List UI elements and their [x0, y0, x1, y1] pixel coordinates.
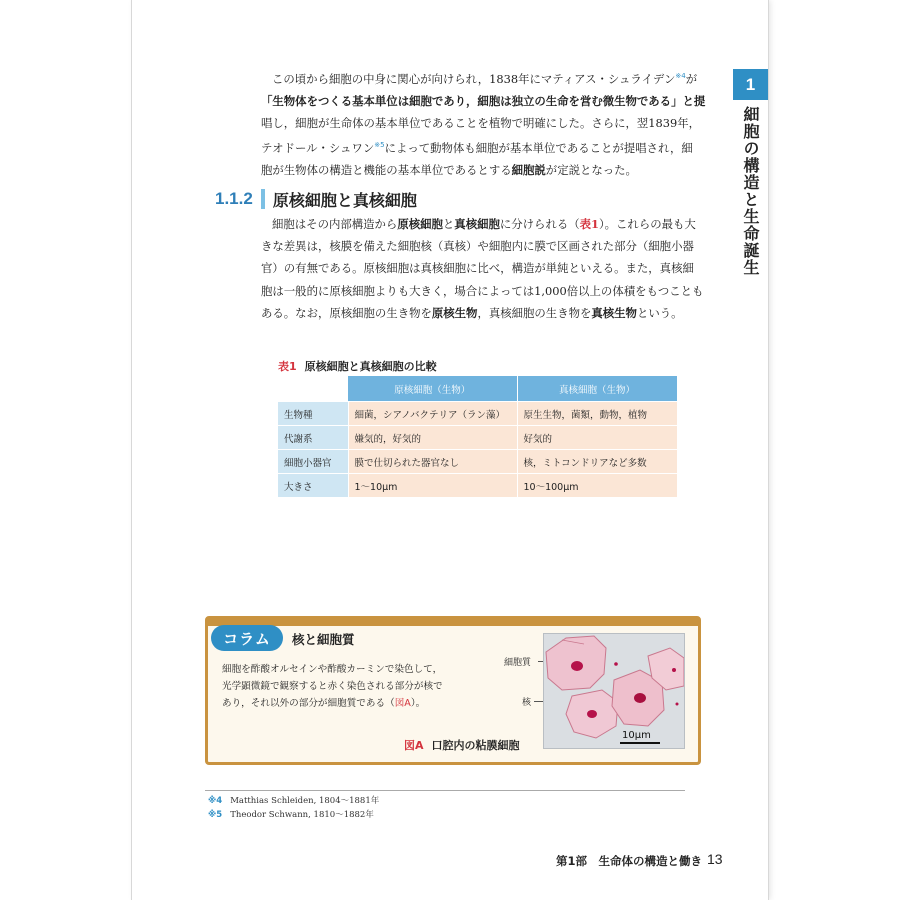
row-label: 大きさ	[278, 474, 348, 498]
cell-prokaryote: 細菌，シアノバクテリア（ラン藻）	[348, 402, 517, 426]
cell-prokaryote: 1～10μm	[348, 474, 517, 498]
scale-label: 10μm	[622, 730, 651, 741]
sec-l5-a: ある。なお，原核細胞の生き物を	[261, 305, 432, 320]
column-top-band	[208, 619, 698, 626]
label-cytoplasm: 細胞質	[504, 658, 532, 668]
column-line-3-tail: ）。	[410, 698, 426, 709]
cell-prokaryote: 膜で仕切られた器官なし	[348, 450, 517, 474]
cell-eukaryote: 原生生物，菌類，動物，植物	[517, 402, 677, 426]
running-footer: 第1部 生命体の構造と働き	[556, 854, 703, 868]
table-caption	[278, 358, 437, 374]
footnote-text: Theodor Schwann, 1810～1882年	[230, 810, 374, 820]
sec-line-3: 官）の有無である。原核細胞は真核細胞に比べ，構造が単純といえる。また，真核細	[261, 261, 694, 276]
row-label: 代謝系	[278, 426, 348, 450]
column-line-2: 光学顕微鏡で観察すると赤く染色される部分が核で	[222, 681, 443, 692]
table-header-row	[278, 376, 677, 402]
intro-paragraph	[261, 65, 706, 182]
column-badge: コラム	[211, 625, 283, 651]
term-eukaryotic-cell: 真核細胞	[454, 217, 500, 231]
sec-line-4: 胞は一般的に原核細胞よりも大きく，場合によっては1,000倍以上の体積をもつことも	[261, 283, 704, 298]
cell-eukaryote: 好気的	[517, 426, 677, 450]
oral-mucosa-cells-illustration	[544, 634, 684, 748]
footnote-5	[208, 808, 374, 820]
chapter-number-tab: 1	[733, 69, 768, 100]
section-paragraph	[261, 213, 704, 324]
table-header-eukaryote: 真核細胞（生物）	[517, 376, 677, 402]
sec-l1-e: に分けられる（	[499, 217, 580, 231]
sec-l5-c: ，真核細胞の生き物を	[477, 305, 592, 320]
term-eukaryote: 真核生物	[591, 305, 637, 320]
cell-eukaryote: 10～100μm	[517, 474, 677, 498]
table-corner	[278, 376, 348, 402]
figure-caption	[404, 737, 520, 753]
cell-eukaryote: 核，ミトコンドリアなど多数	[517, 450, 677, 474]
sec-l1-a: 細胞はその内部構造から	[272, 217, 398, 231]
intro-line-1-tail: が	[685, 71, 698, 86]
note-ref-5: ※5	[374, 141, 385, 150]
intro-line-3: 唱し，細胞が生命体の基本単位であることを植物で明確にした。さらに，翌1839年，	[261, 116, 701, 131]
cell-prokaryote: 嫌気的，好気的	[348, 426, 517, 450]
column-box	[205, 616, 701, 765]
cell-theory-term: 細胞説	[511, 163, 546, 178]
table-row	[278, 474, 677, 498]
sec-l1-c: と	[442, 217, 455, 231]
section-bar-decoration	[261, 189, 265, 209]
label-nucleus: 核	[522, 698, 532, 708]
figure-ref-link[interactable]: 図A	[394, 698, 411, 709]
section-number: 1.1.2	[215, 189, 253, 208]
sec-l1-g: ）。これらの最も大	[598, 217, 696, 231]
footnote-text: Matthias Schleiden, 1804～1881年	[230, 796, 380, 806]
row-label: 細胞小器官	[278, 450, 348, 474]
table-title: 原核細胞と真核細胞の比較	[304, 360, 437, 373]
term-prokaryotic-cell: 原核細胞	[397, 217, 443, 231]
column-text	[222, 661, 482, 712]
figure-title: 口腔内の粘膜細胞	[431, 739, 520, 752]
figure-label: 図A	[404, 739, 424, 752]
note-ref-4: ※4	[675, 72, 686, 80]
table-row	[278, 450, 677, 474]
sec-l5-e: という。	[636, 305, 683, 320]
term-prokaryote: 原核生物	[431, 305, 478, 320]
intro-line-4b: によって動物体も細胞が基本単位であることが提唱され，細	[384, 141, 693, 156]
column-title: 核と細胞質	[292, 632, 355, 647]
scale-bar	[620, 742, 660, 744]
table-header-prokaryote: 原核細胞（生物）	[348, 376, 517, 402]
table-ref-link[interactable]: 表1	[579, 217, 599, 231]
micrograph-image	[543, 633, 685, 749]
intro-line-1: この頃から細胞の中身に関心が向けられ，1838年にマティアス・シュライデン	[272, 71, 676, 86]
footnote-mark: ※5	[208, 810, 223, 820]
intro-line-2: 「生物体をつくる基本単位は細胞であり，細胞は独立の生命を営む微生物である」と提	[261, 94, 706, 108]
column-line-1: 細胞を酢酸オルセインや酢酸カーミンで染色して，	[222, 664, 443, 675]
table-row	[278, 426, 677, 450]
section-heading	[215, 187, 417, 211]
table-row	[278, 402, 677, 426]
row-label: 生物種	[278, 402, 348, 426]
comparison-table	[278, 376, 678, 497]
table-label: 表1	[278, 360, 297, 373]
footnote-mark: ※4	[208, 796, 223, 806]
intro-line-4a: テオドール・シュワン	[261, 141, 375, 156]
intro-line-5a: 胞が生物体の構造と機能の基本単位であるとする	[261, 163, 512, 178]
column-line-3: あり，それ以外の部分が細胞質である（	[222, 698, 395, 709]
sec-line-2: きな差異は，核膜を備えた細胞核（真核）や細胞内に膜で区画された部分（細胞小器	[261, 239, 694, 254]
footnote-4	[208, 794, 379, 806]
chapter-title-vertical: 細胞の構造と生命誕生	[741, 106, 760, 276]
intro-line-5b: が定説となった。	[545, 163, 637, 178]
page-number: 13	[707, 851, 723, 867]
footnote-rule	[205, 790, 685, 791]
section-title: 原核細胞と真核細胞	[272, 190, 417, 210]
